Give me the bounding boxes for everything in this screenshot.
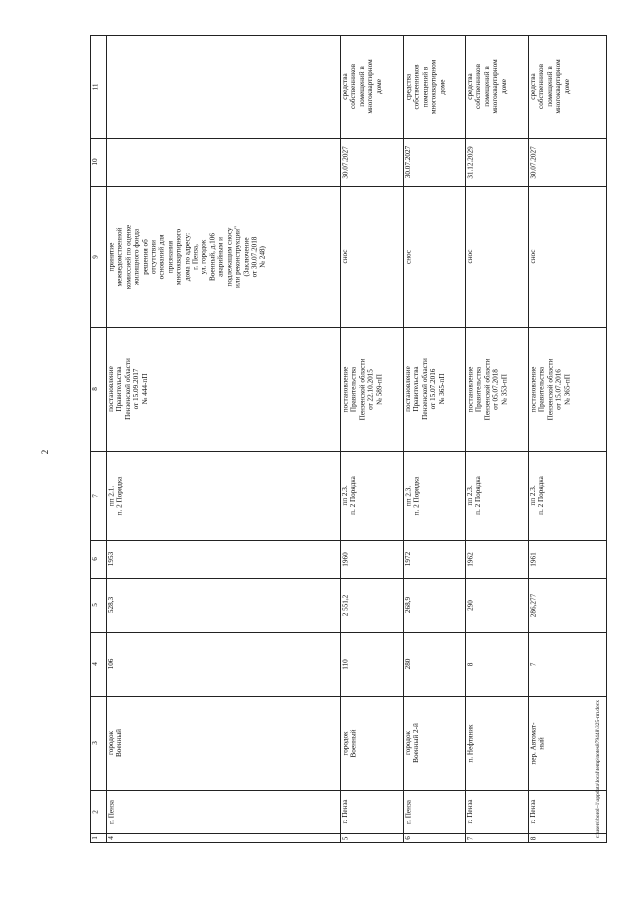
- cell-city-text: г. Пенза: [466, 799, 474, 824]
- cell-house-text: 7: [529, 662, 537, 666]
- header-cell-8: [90, 327, 106, 451]
- cell-city-text: г. Пенза: [529, 799, 537, 824]
- cell-date-text: 31.12.2029: [466, 145, 474, 179]
- cell-street: [106, 696, 340, 790]
- cell-decree: [403, 327, 465, 451]
- cell-city: [403, 790, 465, 833]
- cell-event-text: принятие межведомственной комиссией по оценке жилищного фонда решения об отсутствии оснований для признания многоквартирного дома по адресу: г. Пенза, ул. городок Военный, д.106 аварийным и подлежащим сносу или реконструкции" (Заключение от 30.07.2018 № 248): [107, 224, 267, 289]
- cell-year-text: 1962: [466, 551, 474, 567]
- cell-year-text: 1972: [404, 551, 412, 567]
- cell-area-text: 290: [466, 599, 474, 611]
- cell-event-text: снос: [466, 249, 474, 264]
- header-cell-11-text: 11: [91, 83, 99, 90]
- page-number: 2: [40, 449, 50, 455]
- cell-house: [340, 632, 403, 696]
- cell-year-text: 1953: [107, 551, 115, 567]
- cell-street-text: п. Нефтяник: [466, 723, 474, 763]
- cell-date: [528, 138, 607, 186]
- cell-source-text: средства собственников помещений в многоквартирном доме: [404, 59, 446, 114]
- cell-city-text: г. Пенза: [404, 799, 412, 824]
- cell-source-text: средства собственников помещений в многоквартирном доме: [466, 59, 508, 114]
- footer-path-text: c:\users\borol~1\appdata\local\temp\notes879448\325-пп.docx: [595, 700, 601, 839]
- cell-num: [528, 833, 607, 843]
- cell-date: [403, 138, 465, 186]
- cell-house-text: 110: [341, 658, 349, 670]
- header-cell-5-text: 5: [91, 603, 99, 607]
- cell-clause: [340, 451, 403, 540]
- cell-decree: [106, 327, 340, 451]
- header-cell-10-text: 10: [91, 158, 99, 166]
- cell-num-text: 8: [529, 836, 537, 840]
- cell-decree-text: постановление Правительства Пензенской области от 15.09.2017 № 444-пП: [107, 358, 149, 420]
- cell-clause-text: пп 2.1. п. 2 Порядка: [107, 476, 124, 515]
- cell-area-text: 268,9: [404, 596, 412, 614]
- cell-event: [403, 186, 465, 327]
- cell-decree-text: постановление Правительства Пензенской области от 05.07.2018 № 353-пП: [466, 358, 508, 420]
- cell-source-text: средства собственников помещений в многоквартирном доме: [341, 59, 383, 114]
- cell-area: [340, 578, 403, 632]
- header-cell-3: [90, 696, 106, 790]
- header-cell-9-text: 9: [91, 254, 99, 259]
- cell-event-text: снос: [341, 249, 349, 264]
- cell-house: [106, 632, 340, 696]
- cell-area-text: 528,3: [107, 596, 115, 614]
- cell-house-text: 280: [404, 658, 412, 670]
- cell-source: [340, 35, 403, 138]
- cell-date: [465, 138, 528, 186]
- cell-clause: [528, 451, 607, 540]
- cell-city-text: г. Пенза: [107, 799, 115, 824]
- cell-clause: [465, 451, 528, 540]
- cell-area-text: 2 551,2: [341, 594, 349, 616]
- cell-num: [340, 833, 403, 843]
- header-cell-6-text: 6: [91, 557, 99, 561]
- cell-house: [465, 632, 528, 696]
- cell-num-text: 5: [341, 836, 349, 840]
- cell-city: [106, 790, 340, 833]
- cell-event: [106, 186, 340, 327]
- cell-year: [403, 540, 465, 578]
- cell-house: [528, 632, 607, 696]
- cell-street: [403, 696, 465, 790]
- cell-area-text: 286,277: [529, 593, 537, 617]
- header-cell-2-text: 2: [91, 809, 99, 814]
- cell-house: [403, 632, 465, 696]
- header-cell-1: [90, 833, 106, 843]
- cell-num-text: 4: [107, 836, 115, 840]
- header-cell-5: [90, 578, 106, 632]
- cell-date-text: 30.07.2027: [341, 145, 349, 179]
- cell-decree: [340, 327, 403, 451]
- cell-year-text: 1961: [529, 551, 537, 567]
- header-cell-10: [90, 138, 106, 186]
- cell-city: [465, 790, 528, 833]
- cell-city: [340, 790, 403, 833]
- cell-num-text: 7: [466, 836, 474, 840]
- cell-clause-text: пп 2.3. п. 2 Порядка: [341, 476, 358, 515]
- header-cell-6: [90, 540, 106, 578]
- cell-num: [403, 833, 465, 843]
- cell-event: [528, 186, 607, 327]
- header-cell-8-text: 8: [91, 387, 99, 391]
- cell-decree: [465, 327, 528, 451]
- header-cell-3-text: 3: [91, 741, 99, 745]
- cell-event-text: снос: [404, 249, 412, 264]
- cell-year: [528, 540, 607, 578]
- cell-source: [528, 35, 607, 138]
- cell-clause: [403, 451, 465, 540]
- cell-source: [465, 35, 528, 138]
- cell-house-text: 106: [107, 658, 115, 670]
- cell-year: [340, 540, 403, 578]
- cell-clause-text: пп 2.3. п. 2 Порядка: [529, 476, 546, 515]
- cell-source: [403, 35, 465, 138]
- cell-date-text: 30.07.2027: [404, 145, 412, 179]
- cell-num: [465, 833, 528, 843]
- cell-clause-text: пп 2.3. п. 2 Порядка: [404, 476, 421, 515]
- cell-area: [106, 578, 340, 632]
- cell-date-text: 30.07.2027: [529, 145, 537, 179]
- header-cell-7-text: 7: [91, 493, 99, 498]
- cell-num-text: 6: [404, 836, 412, 840]
- cell-year: [465, 540, 528, 578]
- cell-city: [528, 790, 607, 833]
- cell-street: [528, 696, 607, 790]
- cell-area: [465, 578, 528, 632]
- cell-street-text: городок Военный: [107, 728, 124, 758]
- header-cell-7: [90, 451, 106, 540]
- cell-city-text: г. Пенза: [341, 799, 349, 824]
- cell-street-text: пер. Автомат- ный: [529, 721, 546, 765]
- cell-area: [403, 578, 465, 632]
- header-cell-4-text: 4: [91, 662, 99, 666]
- data-table: [90, 35, 607, 843]
- header-cell-11: [90, 35, 106, 138]
- cell-clause: [106, 451, 340, 540]
- cell-decree-text: постановление Правительства Пензенской области от 22.10.2015 № 589-пП: [341, 358, 383, 420]
- cell-num: [106, 833, 340, 843]
- header-cell-9: [90, 186, 106, 327]
- cell-date: [106, 138, 340, 186]
- cell-street-text: городок Военный: [341, 728, 358, 758]
- cell-street: [465, 696, 528, 790]
- cell-event-text: снос: [529, 249, 537, 264]
- cell-house-text: 8: [466, 662, 474, 666]
- cell-date: [340, 138, 403, 186]
- cell-source-text: средства собственников помещений в многоквартирном доме: [529, 59, 571, 114]
- header-cell-4: [90, 632, 106, 696]
- header-cell-2: [90, 790, 106, 833]
- cell-year: [106, 540, 340, 578]
- cell-area: [528, 578, 607, 632]
- header-cell-1-text: 1: [91, 836, 99, 840]
- cell-year-text: 1960: [341, 551, 349, 567]
- cell-clause-text: пп 2.3. п. 2 Порядка: [466, 476, 483, 515]
- cell-street: [340, 696, 403, 790]
- cell-decree: [528, 327, 607, 451]
- cell-event: [340, 186, 403, 327]
- cell-source: [106, 35, 340, 138]
- cell-event: [465, 186, 528, 327]
- cell-decree-text: постановление Правительства Пензенской области от 15.07.2016 № 365-пП: [529, 358, 571, 420]
- cell-street-text: городок Военный 2-й: [404, 723, 421, 763]
- cell-decree-text: постановление Правительства Пензенской области от 15.07.2016 № 365-пП: [404, 358, 446, 420]
